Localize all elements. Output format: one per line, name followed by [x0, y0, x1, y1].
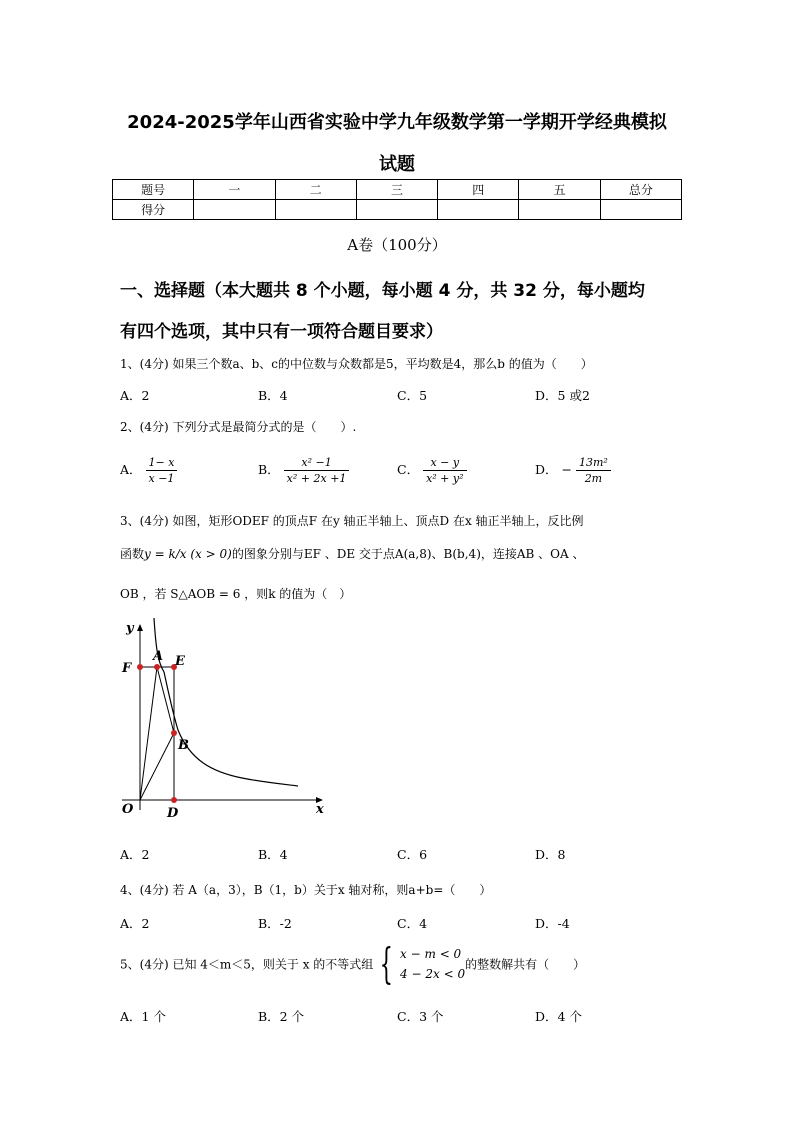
fraction [284, 455, 350, 486]
label-b: B [178, 738, 189, 753]
score-header-cell: 五 [519, 180, 600, 200]
question-5-option-a: A．1 个 [120, 1009, 166, 1024]
numerator: x − y [423, 455, 466, 471]
question-4-stem: 4、(4分) 若 A（a，3），B（1，b）关于x 轴对称，则a+b=（ ） [120, 883, 492, 897]
point-d [171, 797, 177, 803]
question-4-option-d: D．-4 [535, 916, 570, 931]
label-o: O [122, 802, 134, 817]
stem-text: 5、(4分) 已知 4＜m＜5，则关于 x 的不等式组 [120, 957, 374, 972]
question-3-option-d: D．8 [535, 847, 566, 862]
question-4-option-c: C．4 [397, 916, 428, 931]
denominator: x −1 [148, 472, 175, 485]
fraction [423, 455, 466, 486]
question-5-option-b: B．2 个 [258, 1009, 305, 1024]
minus-sign: − [561, 462, 572, 477]
option-label: A． [120, 462, 142, 477]
question-2-option-b [258, 455, 349, 486]
question-1-option-c: C．5 [397, 388, 428, 403]
score-entry-cell [438, 200, 519, 220]
score-entry-cell [194, 200, 275, 220]
label-e: E [175, 654, 185, 669]
question-2-stem: 2、(4分) 下列分式是最简分式的是（ ）. [120, 420, 357, 434]
question-5-option-d: D．4 个 [535, 1009, 582, 1024]
score-entry-cell [519, 200, 600, 220]
label-d: D [167, 806, 179, 821]
segment-ob [140, 733, 174, 800]
question-5-stem [120, 939, 586, 988]
question-1-stem: 1、(4分) 如果三个数a、b、c的中位数与众数都是5，平均数是4，那么b 的值为（ ） [120, 357, 593, 371]
option-label: B． [258, 462, 280, 477]
denominator: x² + 2x +1 [286, 472, 347, 485]
label-x: x [316, 802, 324, 817]
denominator: x² + y² [426, 472, 464, 485]
score-header-cell: 总分 [600, 180, 681, 200]
score-row-label: 得分 [113, 200, 194, 220]
stem-text: 的整数解共有（ ） [465, 957, 586, 972]
score-table [112, 179, 682, 220]
denominator: 2m [584, 472, 603, 485]
inequality-1: x − m < 0 [400, 947, 462, 961]
question-2-option-a [120, 455, 177, 486]
question-5-option-c: C．3 个 [397, 1009, 444, 1024]
question-1-option-a: A．2 [120, 388, 150, 403]
numerator: x² −1 [284, 455, 350, 471]
score-header-cell: 题号 [113, 180, 194, 200]
section-heading-line1: 一、选择题（本大题共 8 个小题，每小题 4 分，共 32 分，每小题均 [120, 281, 645, 301]
question-4-option-b: B．-2 [258, 916, 292, 931]
inequality-2: 4 − 2x < 0 [400, 967, 466, 981]
question-4-option-a: A．2 [120, 916, 150, 931]
question-3-stem-line2 [120, 545, 585, 562]
question-3-stem-line1: 3、(4分) 如图，矩形ODEF 的顶点F 在y 轴正半轴上、顶点D 在x 轴正半轴上，反比例 [120, 514, 584, 528]
stem-text: 函数 [120, 547, 145, 561]
brace-symbol: { [379, 939, 394, 988]
function-formula: y = k/x (x > 0) [144, 547, 232, 561]
stem-text: 的图象分别与EF 、DE 交于点A(a,8)、B(b,4)，连接AB 、OA 、 [231, 547, 585, 561]
fraction [576, 455, 611, 486]
hyperbola-curve [154, 618, 298, 786]
option-label: D． [535, 462, 558, 477]
numerator: 13m² [576, 455, 611, 471]
score-entry-cell [600, 200, 681, 220]
score-entry-cell [356, 200, 437, 220]
score-header-cell: 三 [356, 180, 437, 200]
fraction [146, 455, 178, 486]
section-heading-line2: 有四个选项，其中只有一项符合题目要求） [120, 322, 443, 342]
label-f: F [122, 661, 132, 676]
label-y: y [126, 621, 134, 636]
question-2-option-d [535, 455, 611, 486]
paper-title-line1: 2024-2025学年山西省实验中学九年级数学第一学期开学经典模拟 [127, 112, 667, 133]
score-table-header-row [113, 180, 682, 200]
segment-oa [140, 667, 157, 800]
label-a: A [153, 649, 164, 664]
score-table-score-row [113, 200, 682, 220]
score-header-cell: 一 [194, 180, 275, 200]
question-3-option-c: C．6 [397, 847, 428, 862]
question-3-figure [112, 610, 332, 825]
score-header-cell: 二 [275, 180, 356, 200]
score-header-cell: 四 [438, 180, 519, 200]
question-1-option-b: B．4 [258, 388, 288, 403]
question-2-option-c [397, 455, 467, 486]
question-1-option-d: D．5 或2 [535, 388, 590, 403]
point-a [154, 664, 160, 670]
numerator: 1− x [146, 455, 178, 471]
question-3-option-a: A．2 [120, 847, 150, 862]
question-3-option-b: B．4 [258, 847, 288, 862]
inequality-system [400, 944, 465, 984]
point-f [137, 664, 143, 670]
point-b [171, 730, 177, 736]
score-entry-cell [275, 200, 356, 220]
paper-title-line2: 试题 [379, 154, 415, 175]
option-label: C． [397, 462, 420, 477]
question-3-stem-line3: OB ，若 S△AOB = 6 ，则k 的值为（ ） [120, 587, 352, 601]
volume-heading: A卷（100分） [347, 236, 447, 254]
